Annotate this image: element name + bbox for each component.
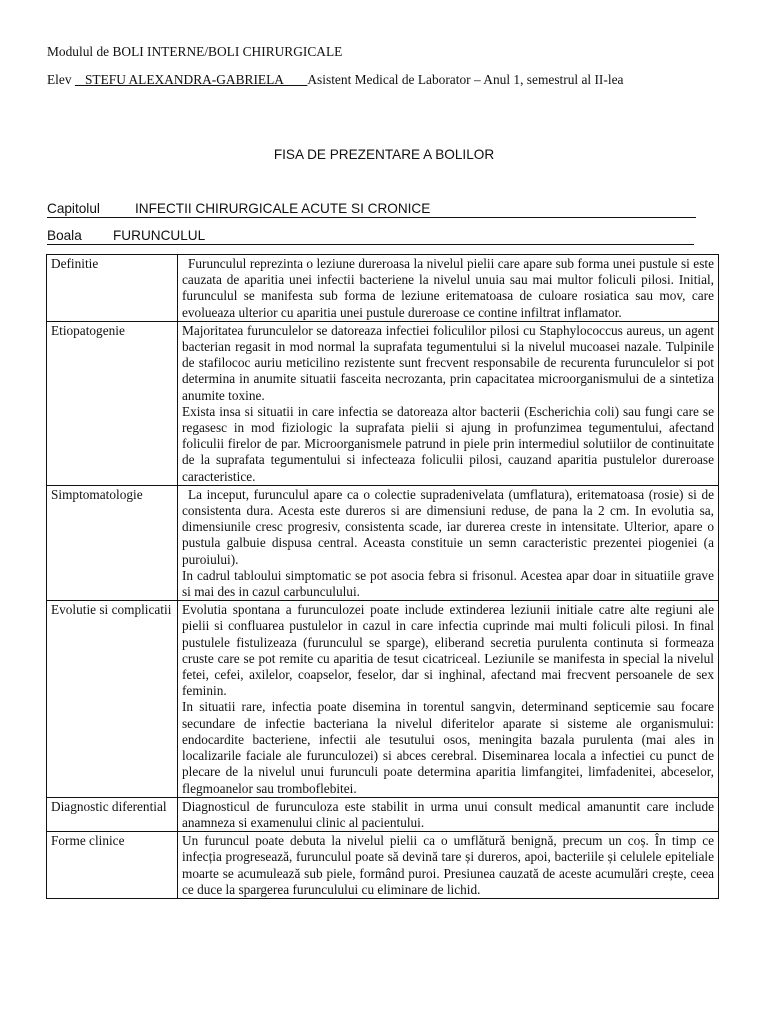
row-content <box>178 321 719 485</box>
disease-table-body <box>47 255 719 899</box>
row-content <box>178 832 719 899</box>
row-paragraph: Evolutia spontana a furunculozei poate include extinderea leziunii initiale catre alte regiuni ale pielii si confluarea pustulelor in cazul in care infectia cuprinde mai multi foliculi pilosi. In final pustulele fistulizeaza (furunculul se sparge), eliberand secretia purulenta continuta si formeaza cruste care se pot remite cu aparitia de tesut cicatriceal. Leziunile se manifesta in special la nivelul fetei, cefei, axilelor, coapselor, feselor, dar si inghinal, afectand mai frecvent persoanele de sex feminin. <box>182 602 714 699</box>
row-paragraph: In situatii rare, infectia poate disemina in torentul sangvin, determinand septicemie sau focare secundare de infectie bacteriana la nivelul diferitelor aparate si sisteme ale organismului: endocardite bacteriene, infectii ale tesutului osos, meningita bazala purulenta (mai ales in localizarile faciale ale furunculozei) si abces cerebral. Diseminarea locala a infectiei cu punct de plecare de la nivelul unui furunculi poate determina aparitia limfangitei, limfadenitei, abceselor, flegmoanelor sau tromboflebitei. <box>182 699 714 796</box>
row-label: Simptomatologie <box>47 485 178 600</box>
row-paragraph: Furunculul reprezinta o leziune dureroasa la nivelul pielii care apare sub forma unei pustule si este cauzata de aparitia unei infectii bacteriene la nivelul unuia sau mai multor foliculi pilosi. Initial, furunculul se manifesta sub forma de leziune eritematoasa de culoare rosiatica sau mov, care evolueaza ulterior cu aparitia unei pustule dureroase ce contine infiltrat inflamator. <box>182 256 714 320</box>
table-row <box>47 485 719 600</box>
module-line: Modulul de BOLI INTERNE/BOLI CHIRURGICALE <box>47 44 343 59</box>
table-row <box>47 797 719 831</box>
row-content <box>178 485 719 600</box>
disease-field <box>47 228 694 245</box>
table-row <box>47 832 719 899</box>
table-row <box>47 601 719 797</box>
disease-label: Boala <box>47 228 82 243</box>
student-line <box>47 72 725 88</box>
row-label: Etiopatogenie <box>47 321 178 485</box>
row-paragraph: Exista insa si situatii in care infectia se datoreaza altor bacterii (Escherichia coli) sau fungi care se regasesc in mod fiziologic la suprafata pielii si ajung in profunzimea tegumentului, afectand foliculii firelor de par. Microorganismele patrund in piele prin intermediul solutiilor de continuitate de la suprafata tegumentului si infecteaza foliculii pilosi, cauzand aparitia pustulelor dureroase caracteristice. <box>182 403 714 484</box>
student-name: STEFU ALEXANDRA-GABRIELA <box>84 72 284 87</box>
disease-table <box>46 254 719 899</box>
table-row <box>47 255 719 322</box>
row-content <box>178 601 719 797</box>
chapter-value: INFECTII CHIRURGICALE ACUTE SI CRONICE <box>135 201 431 216</box>
row-paragraph: Majoritatea furunculelor se datoreaza infectiei foliculilor pilosi cu Staphylococcus aureus, un agent bacterian regasit in mod normal la suprafata tegumentului si la nivelul mucoasei nazale. Tulpinile de stafilococ auriu meticilino rezistente sunt frecvent responsabile de recurenta furunculelor si pot determina in anumite situatii fasceita necrozanta, prin capacitatea microorganismului de a sintetiza anumite toxine. <box>182 322 714 403</box>
student-prefix: Elev <box>47 72 72 87</box>
row-paragraph: La inceput, furunculul apare ca o colectie supradenivelata (umflatura), eritematoasa (rosie) si de consistenta dura. Acesta este dureros si are dimensiuni reduse, de pana la 2 cm. In evolutia sa, dimensiunile cresc progresiv, consistenta scade, iar durerea creste in intensitate. Ulterior, apare o pustula galbuie dispusa central. Aceasta constituie un semn caracteristic prezentei piogeniei (a puroiului). <box>182 486 714 567</box>
disease-value: FURUNCULUL <box>113 228 206 243</box>
row-label: Definitie <box>47 255 178 322</box>
row-content <box>178 255 719 322</box>
row-paragraph: In cadrul tabloului simptomatic se pot asocia febra si frisonul. Acestea apar doar in situatiile grave si mai des in cazul carbunculului. <box>182 567 714 600</box>
page-title: FISA DE PREZENTARE A BOLILOR <box>273 147 495 162</box>
table-row <box>47 321 719 485</box>
row-label: Evolutie si complicatii <box>47 601 178 797</box>
row-paragraph: Un furuncul poate debuta la nivelul pielii ca o umflătură benignă, precum un coș. În timp ce infecția progresează, furunculul poate să devină tare și dureros, apoi, bacteriile și celulele epiteliale moarte se acumulează sub piele, formând puroi. Presiunea cauzată de aceste acumulări crește, ceea ce duce la spargerea furunculului cu eliminare de lichid. <box>182 833 714 897</box>
row-paragraph: Diagnosticul de furunculoza este stabilit in urma unui consult medical amanuntit care include anamneza si examenului clinic al pacientului. <box>182 798 714 830</box>
chapter-label: Capitolul <box>47 201 100 216</box>
row-label: Forme clinice <box>47 832 178 899</box>
student-suffix: Asistent Medical de Laborator – Anul 1, semestrul al II-lea <box>307 72 624 87</box>
row-label: Diagnostic diferential <box>47 797 178 831</box>
row-content <box>178 797 719 831</box>
chapter-field <box>47 201 696 218</box>
